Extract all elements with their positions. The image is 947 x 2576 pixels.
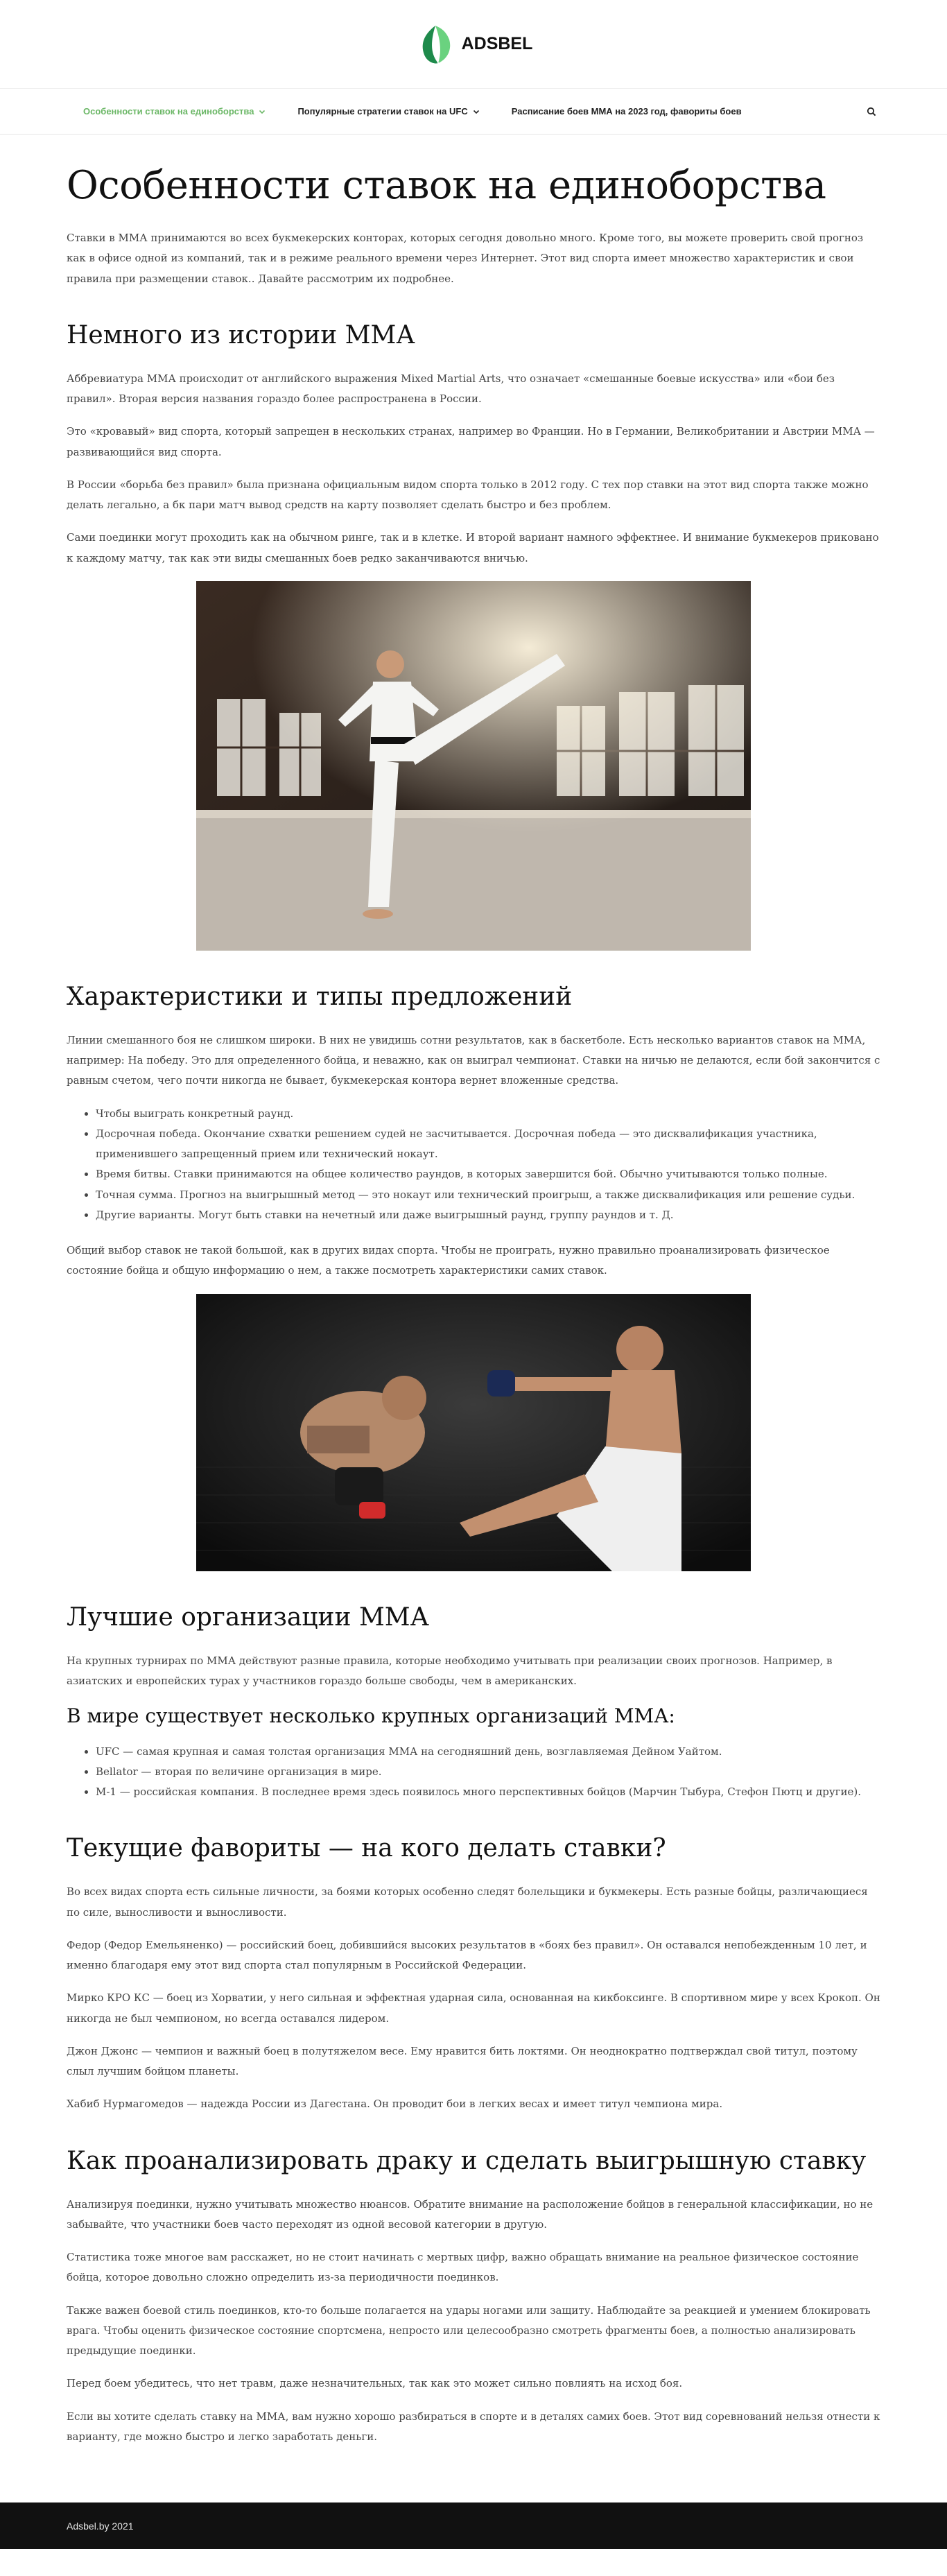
nav-item-ufc-strategies[interactable] bbox=[297, 106, 479, 116]
paragraph: Мирко КРО КС — боец из Хорватии, у него сильная и эффектная ударная сила, основанная на кикбоксинге. В спортивном мире у всех Крокоп. Он никогда не был чемпионом, но всегда оставался лидером. bbox=[67, 1991, 880, 2025]
section-heading-characteristics: Характеристики и типы предложений bbox=[67, 982, 573, 1011]
site-footer bbox=[0, 2502, 947, 2549]
list-item: • Время битвы. Ставки принимаются на общее количество раундов, в которых завершится бой. Обычно учитываются только полные. bbox=[96, 1164, 880, 1184]
paragraph: Джон Джонс — чемпион и важный боец в полутяжелом весе. Ему нравится бить локтями. Он неоднократно подтверждал свой титул, поэтому слыл лучшим бойцом планеты. bbox=[67, 2044, 858, 2078]
bet-types-list bbox=[96, 1104, 880, 1226]
section-heading-analysis: Как проанализировать драку и сделать выигрышную ставку bbox=[67, 2146, 867, 2175]
paragraph: Перед боем убедитесь, что нет травм, даже незначительных, так как это может сильно повлиять на исход боя. bbox=[67, 2377, 683, 2390]
article bbox=[67, 135, 880, 2447]
list-item: • Точная сумма. Прогноз на выигрышный метод — это нокаут или технический проигрыш, а также дисквалификация или решение судьи. bbox=[96, 1185, 880, 1205]
chevron-down-icon bbox=[259, 108, 266, 115]
list-item: • Bellator — вторая по величине организация в мире. bbox=[96, 1762, 880, 1782]
nav-item-label: Особенности ставок на единоборства bbox=[83, 106, 254, 116]
paragraph: Федор (Федор Емельяненко) — российский боец, добившийся высоких результатов в «боях без правил». Он оставался непобежденным 10 лет, и именно благодаря ему этот вид спорта стал популярным в Российской Федерации. bbox=[67, 1938, 867, 1972]
list-item: • M-1 — российская компания. В последнее время здесь появилось много перспективных бойцов (Марчин Тыбура, Стефон Пютц и другие). bbox=[96, 1782, 880, 1802]
paragraph: Также важен боевой стиль поединков, кто-то больше полагается на удары ногами или защиту. Наблюдайте за реакцией и умением блокировать врага. Чтобы оценить физическое состояние спортсмена, непросто или целесообразно смотреть фрагменты боев, а полностью анализировать предыдущие поединки. bbox=[67, 2303, 871, 2358]
paragraph: Сами поединки могут проходить как на обычном ринге, так и в клетке. И второй вариант намного эффектнее. И внимание букмекеров приковано к каждому матчу, так как эти виды смешанных боев редко заканчиваются вничью. bbox=[67, 531, 879, 564]
karate-kick-image bbox=[196, 581, 751, 951]
paragraph: Если вы хотите сделать ставку на ММА, вам нужно хорошо разбираться в спорте и в деталях самих боев. Этот вид соревнований нельзя отнести к варианту, где можно быстро и легко заработать деньги. bbox=[67, 2410, 880, 2443]
paragraph: Статистика тоже многое вам расскажет, но не стоит начинать с мертвых цифр, важно обращать внимание на реальное физическое состояние бойца, которое довольно сложно определить из-за периодичности поединков. bbox=[67, 2251, 859, 2284]
nav-item-label: Популярные стратегии ставок на UFC bbox=[297, 106, 468, 116]
organizations-list bbox=[96, 1742, 880, 1803]
leaf-logo-icon bbox=[415, 23, 456, 66]
paragraph: Аббревиатура ММА происходит от английского выражения Mixed Martial Arts, что означает «смешанные боевые искусства» или «бои без правил». Вторая версия названия гораздо более распространена в России. bbox=[67, 372, 835, 406]
subheading-organizations: В мире существует несколько крупных организаций ММА: bbox=[67, 1704, 675, 1728]
section-heading-favorites: Текущие фавориты — на кого делать ставки? bbox=[67, 1834, 666, 1863]
section-heading-history: Немного из истории ММА bbox=[67, 320, 415, 349]
main-nav bbox=[0, 89, 947, 135]
search-button[interactable] bbox=[864, 104, 879, 119]
list-item: • UFC — самая крупная и самая толстая организация ММА на сегодняшний день, возглавляемая Дейном Уайтом. bbox=[96, 1742, 880, 1762]
list-item: • Другие варианты. Могут быть ставки на нечетный или даже выигрышный раунд, группу раундов и т. Д. bbox=[96, 1205, 880, 1225]
paragraph: На крупных турнирах по ММА действуют разные правила, которые необходимо учитывать при реализации своих прогнозов. Например, в азиатских и европейских турах у участников гораздо больше свободы, чем в американских. bbox=[67, 1654, 833, 1687]
intro-paragraph: Ставки в ММА принимаются во всех букмекерских конторах, которых сегодня довольно много. Кроме того, вы можете проверить свой прогноз как в офисе одной из компаний, так и в режиме реального времени через Интернет. Этот вид спорта имеет множество характеристик и свои правила при размещении ставок.. Давайте рассмотрим их подробнее. bbox=[67, 232, 864, 285]
nav-item-mma-schedule[interactable] bbox=[512, 106, 742, 116]
list-item: • Досрочная победа. Окончание схватки решением судей не засчитывается. Досрочная победа — это дисквалификация участника, применившего запрещенный прием или технический нокаут. bbox=[96, 1124, 880, 1165]
paragraph: Линии смешанного боя не слишком широки. В них не увидишь сотни результатов, как в баскетболе. Есть несколько вариантов ставок на ММА, например: На победу. Это для определенного бойца, и неважно, как он выиграл чемпионат. Ставки на ничью не делаются, если бой закончится с равным счетом, чего почти никогда не бывает, букмекерская контора вернет вложенные средства. bbox=[67, 1033, 880, 1087]
chevron-down-icon bbox=[473, 108, 480, 115]
page-title: Особенности ставок на единоборства bbox=[67, 163, 826, 208]
paragraph: Это «кровавый» вид спорта, который запрещен в нескольких странах, например во Франции. Но в Германии, Великобритании и Австрии ММА — развивающийся вид спорта. bbox=[67, 425, 875, 458]
paragraph: Общий выбор ставок не такой большой, как в других видах спорта. Чтобы не проиграть, нужно правильно проанализировать физическое состояние бойца и общую информацию о нем, а также посмотреть характеристики самих ставок. bbox=[67, 1244, 830, 1277]
search-icon bbox=[867, 107, 876, 116]
paragraph: Хабиб Нурмагомедов — надежда России из Дагестана. Он проводит бои в легких весах и имеет титул чемпиона мира. bbox=[67, 2098, 723, 2111]
paragraph: Во всех видах спорта есть сильные личности, за боями которых особенно следят болельщики и букмекеры. Есть разные бойцы, различающиеся по силе, выносливости и выносливости. bbox=[67, 1885, 868, 1919]
brand-link[interactable] bbox=[415, 23, 533, 66]
brand-name: ADSBEL bbox=[461, 34, 533, 53]
paragraph: Анализируя поединки, нужно учитывать множество нюансов. Обратите внимание на расположение бойцов в генеральной классификации, но не забывайте, что участники боев часто переходят из одной весовой категории в другую. bbox=[67, 2197, 874, 2231]
list-item: • Чтобы выиграть конкретный раунд. bbox=[96, 1104, 880, 1124]
nav-item-betting-features[interactable] bbox=[83, 106, 266, 116]
footer-copyright: Adsbel.by 2021 bbox=[67, 2520, 134, 2532]
nav-item-label: Расписание боев ММА на 2023 год, фавориты боев bbox=[511, 106, 742, 116]
site-header bbox=[0, 0, 947, 89]
section-heading-organizations: Лучшие организации ММА bbox=[67, 1602, 429, 1632]
paragraph: В России «борьба без правил» была признана официальным видом спорта только в 2012 году. С тех пор ставки на этот вид спорта также можно делать легально, а бк пари матч вывод средств на карту позволяет сделать быстро и без проблем. bbox=[67, 478, 869, 512]
mma-fight-image bbox=[196, 1294, 751, 1571]
